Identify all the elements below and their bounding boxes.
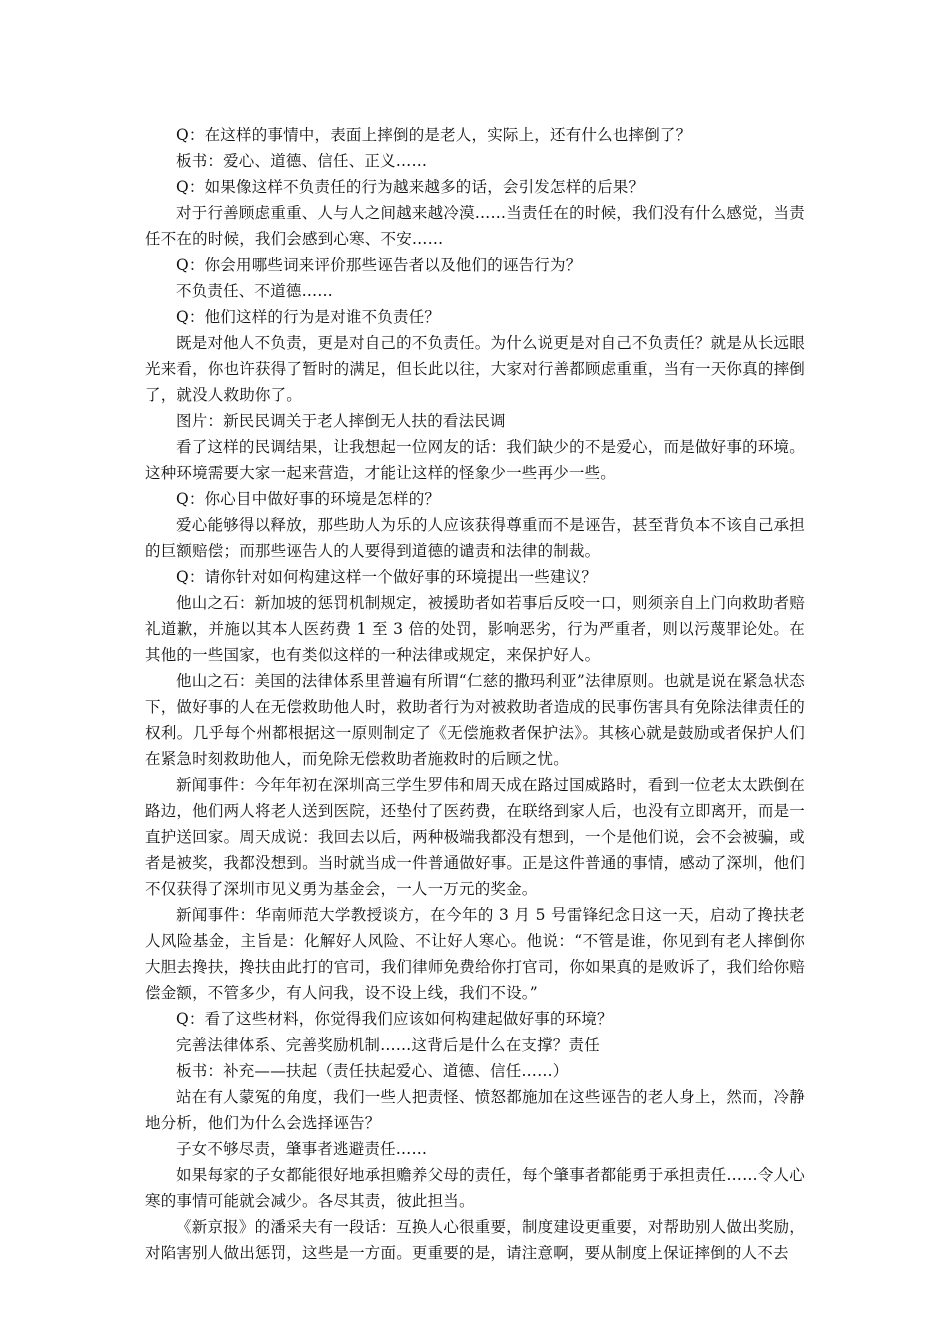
image-caption-paragraph: 图片：新民民调关于老人摔倒无人扶的看法民调 xyxy=(176,412,506,430)
question-paragraph: Q：如果像这样不负责任的行为越来越多的话，会引发怎样的后果？ xyxy=(176,178,645,196)
answer-paragraph: 对于行善顾虑重重、人与人之间越来越冷漠……当责任在的时候，我们没有什么感觉，当责任不在的时候，我们会感到心寒、不安…… xyxy=(145,204,805,248)
question-paragraph: Q：你会用哪些词来评价那些诬告者以及他们的诬告行为？ xyxy=(176,256,582,274)
body-paragraph: 如果每家的子女都能很好地承担赡养父母的责任，每个肇事者都能勇于承担责任……令人心寒的事情可能就会减少。各尽其责，彼此担当。 xyxy=(145,1166,805,1210)
answer-paragraph: 不负责任、不道德…… xyxy=(176,282,334,300)
question-paragraph: Q：在这样的事情中，表面上摔倒的是老人，实际上，还有什么也摔倒了？ xyxy=(176,126,692,144)
question-paragraph: Q：看了这些材料，你觉得我们应该如何构建起做好事的环境？ xyxy=(176,1010,613,1028)
body-paragraph: 看了这样的民调结果，让我想起一位网友的话：我们缺少的不是爱心，而是做好事的环境。这种环境需要大家一起来营造，才能让这样的怪象少一些再少一些。 xyxy=(145,438,805,482)
answer-paragraph: 爱心能够得以释放，那些助人为乐的人应该获得尊重而不是诬告，甚至背负本不该自己承担的巨额赔偿；而那些诬告人的人要得到道德的谴责和法律的制裁。 xyxy=(145,516,805,560)
answer-paragraph: 既是对他人不负责，更是对自己的不负责任。为什么说更是对自己不负责任？就是从长远眼光来看，你也许获得了暂时的满足，但长此以往，大家对行善都顾虑重重，当有一天你真的摔倒了，就没人救助你了。 xyxy=(145,334,805,404)
question-paragraph: Q：请你针对如何构建这样一个做好事的环境提出一些建议？ xyxy=(176,568,598,586)
news-paragraph: 新闻事件：华南师范大学教授谈方，在今年的 3 月 5 号雷锋纪念日这一天，启动了搀扶老人风险基金，主旨是：化解好人风险、不让好人寒心。他说：“不管是谁，你见到有老人摔倒你大胆去搀扶，搀扶由此打的官司，我们律师免费给你打官司，你如果真的是败诉了，我们给你赔偿金额，不管多少，有人问我，设不设上线，我们不设。” xyxy=(145,906,805,1002)
answer-paragraph: 子女不够尽责，肇事者逃避责任…… xyxy=(176,1140,428,1158)
material-paragraph: 他山之石：新加坡的惩罚机制规定，被援助者如若事后反咬一口，则须亲自上门向救助者赔礼道歉，并施以其本人医药费 1 至 3 倍的处罚，影响恶劣，行为严重者，则以污蔑罪论处。在其他的一些国家，也有类似这样的一种法律或规定，来保护好人。 xyxy=(145,594,805,664)
blackboard-note-paragraph: 板书：爱心、道德、信任、正义…… xyxy=(176,152,428,170)
news-paragraph: 新闻事件：今年年初在深圳高三学生罗伟和周天成在路过国威路时，看到一位老太太跌倒在路边，他们两人将老人送到医院，还垫付了医药费，在联络到家人后，也没有立即离开，而是一直护送回家。周天成说：我回去以后，两种极端我都没有想到，一个是他们说，会不会被骗，或者是被奖，我都没想到。当时就当成一件普通做好事。正是这件普通的事情，感动了深圳，他们不仅获得了深圳市见义勇为基金会，一人一万元的奖金。 xyxy=(145,776,805,898)
question-paragraph: Q：你心目中做好事的环境是怎样的？ xyxy=(176,490,441,508)
question-paragraph: Q：他们这样的行为是对谁不负责任？ xyxy=(176,308,441,326)
material-paragraph: 他山之石：美国的法律体系里普遍有所谓“仁慈的撒玛利亚”法律原则。也就是说在紧急状态下，做好事的人在无偿救助他人时，救助者行为对被救助者造成的民事伤害具有免除法律责任的权利。几乎每个州都根据这一原则制定了《无偿施救者保护法》。其核心就是鼓励或者保护人们在紧急时刻救助他人，而免除无偿救助者施救时的后顾之忧。 xyxy=(145,672,805,768)
quote-paragraph: 《新京报》的潘采夫有一段话：互换人心很重要，制度建设更重要，对帮助别人做出奖励，对陷害别人做出惩罚，这些是一方面。更重要的是，请注意啊，要从制度上保证摔倒的人不去 xyxy=(145,1218,805,1262)
blackboard-note-paragraph: 板书：补充——扶起（责任扶起爱心、道德、信任……） xyxy=(176,1062,569,1080)
body-paragraph: 站在有人蒙冤的角度，我们一些人把责怪、愤怒都施加在这些诬告的老人身上，然而，冷静地分析，他们为什么会选择诬告？ xyxy=(145,1088,805,1132)
answer-paragraph: 完善法律体系、完善奖励机制……这背后是什么在支撑？责任 xyxy=(176,1036,600,1054)
document-body xyxy=(145,122,805,1266)
